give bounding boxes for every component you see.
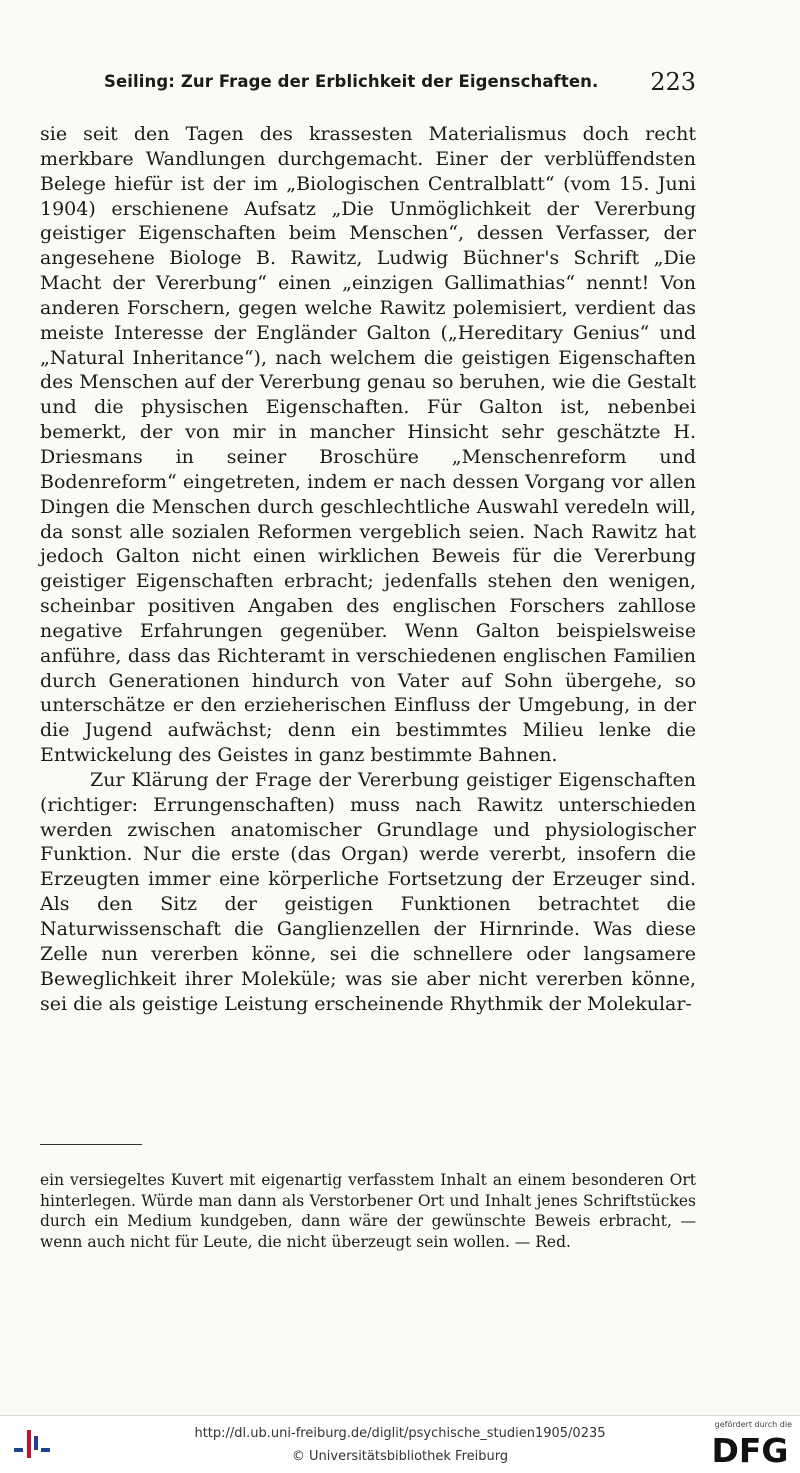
permalink-url[interactable]: http://dl.ub.uni-freiburg.de/diglit/psychische_studien1905/0235 — [194, 1426, 606, 1441]
footnote-text: ein versiegeltes Kuvert mit eigenartig verfasstem Inhalt an einem besonderen Ort hinterlegen. Würde man dann als Verstorbener Ort und Inhalt jenes Schriftstückes durch ein Medium kundgeben, dann wäre der gewünschte Beweis erbracht, — wenn auch nicht für Leute, die nicht überzeugt sein wollen. — Red. — [40, 1171, 696, 1251]
footnote-rule — [40, 1144, 142, 1145]
dfg-logo-text: DFG — [711, 1432, 789, 1466]
viewer-footer — [0, 1415, 800, 1473]
body-text — [40, 122, 696, 1016]
running-title: Seiling: Zur Frage der Erblichkeit der Eigenschaften. — [104, 72, 599, 91]
page-header — [104, 68, 696, 102]
paragraph-2: Zur Klärung der Frage der Vererbung geistiger Eigenschaften (richtiger: Errungenschaften) muss nach Rawitz unterschieden werden zwischen anatomischer Grundlage und physiologischer Funktion. Nur die erste (das Organ) werde vererbt, insofern die Erzeugten immer eine körperliche Fortsetzung der Erzeuger sind. Als den Sitz der geistigen Funktionen betrachtet die Naturwissenschaft die Ganglienzellen der Hirnrinde. Was diese Zelle nun vererben könne, sei die schnellere oder langsamere Beweglichkeit ihrer Moleküle; was sie aber nicht vererben könne, sei die als geistige Leistung erscheinende Rhythmik der Molekular- — [40, 768, 696, 1015]
dfg-funding-note: gefördert durch die — [714, 1420, 792, 1429]
copyright: © Universitätsbibliothek Freiburg — [291, 1449, 509, 1464]
footnote — [40, 1170, 696, 1252]
paragraph-1: sie seit den Tagen des krassesten Materialismus doch recht merkbare Wandlungen durchgemacht. Einer der verblüffendsten Belege hiefür ist der im „Biologischen Centralblatt“ (vom 15. Juni 1904) erschienene Aufsatz „Die Unmöglichkeit der Vererbung geistiger Eigenschaften beim Menschen“, dessen Verfasser, der angesehene Biologe B. Rawitz, Ludwig Büchner's Schrift „Die Macht der Vererbung“ einen „einzigen Gallimathias“ nennt! Von anderen Forschern, gegen welche Rawitz polemisiert, verdient das meiste Interesse der Engländer Galton („Hereditary Genius“ und „Natural Inheritance“), nach welchem die geistigen Eigenschaften des Menschen auf der Vererbung genau so beruhen, wie die Gestalt und die physischen Eigenschaften. Für Galton ist, nebenbei bemerkt, der von mir in mancher Hinsicht sehr geschätzte H. Driesmans in seiner Broschüre „Menschenreform und Bodenreform“ eingetreten, indem er nach dessen Vorgang vor allen Dingen die Menschen durch geschlechtliche Auswahl veredeln will, da sonst alle sozialen Reformen vergeblich seien. Nach Rawitz hat jedoch Galton nicht einen wirklichen Beweis für die Vererbung geistiger Eigenschaften erbracht; jedenfalls stehen den wenigen, scheinbar positiven Angaben des englischen Forschers zahllose negative Erfahrungen gegenüber. Wenn Galton beispielsweise anführe, dass das Richteramt in verschiedenen englischen Familien durch Generationen hindurch von Vater auf Sohn übergehe, so unterschätze er den erzieherischen Einfluss der Umgebung, in der die Jugend aufwächst; denn ein bestimmtes Milieu lenke die Entwickelung des Geistes in ganz bestimmte Bahnen. — [40, 123, 696, 767]
page-number: 223 — [650, 68, 696, 96]
dfg-logo-icon — [708, 1432, 792, 1466]
